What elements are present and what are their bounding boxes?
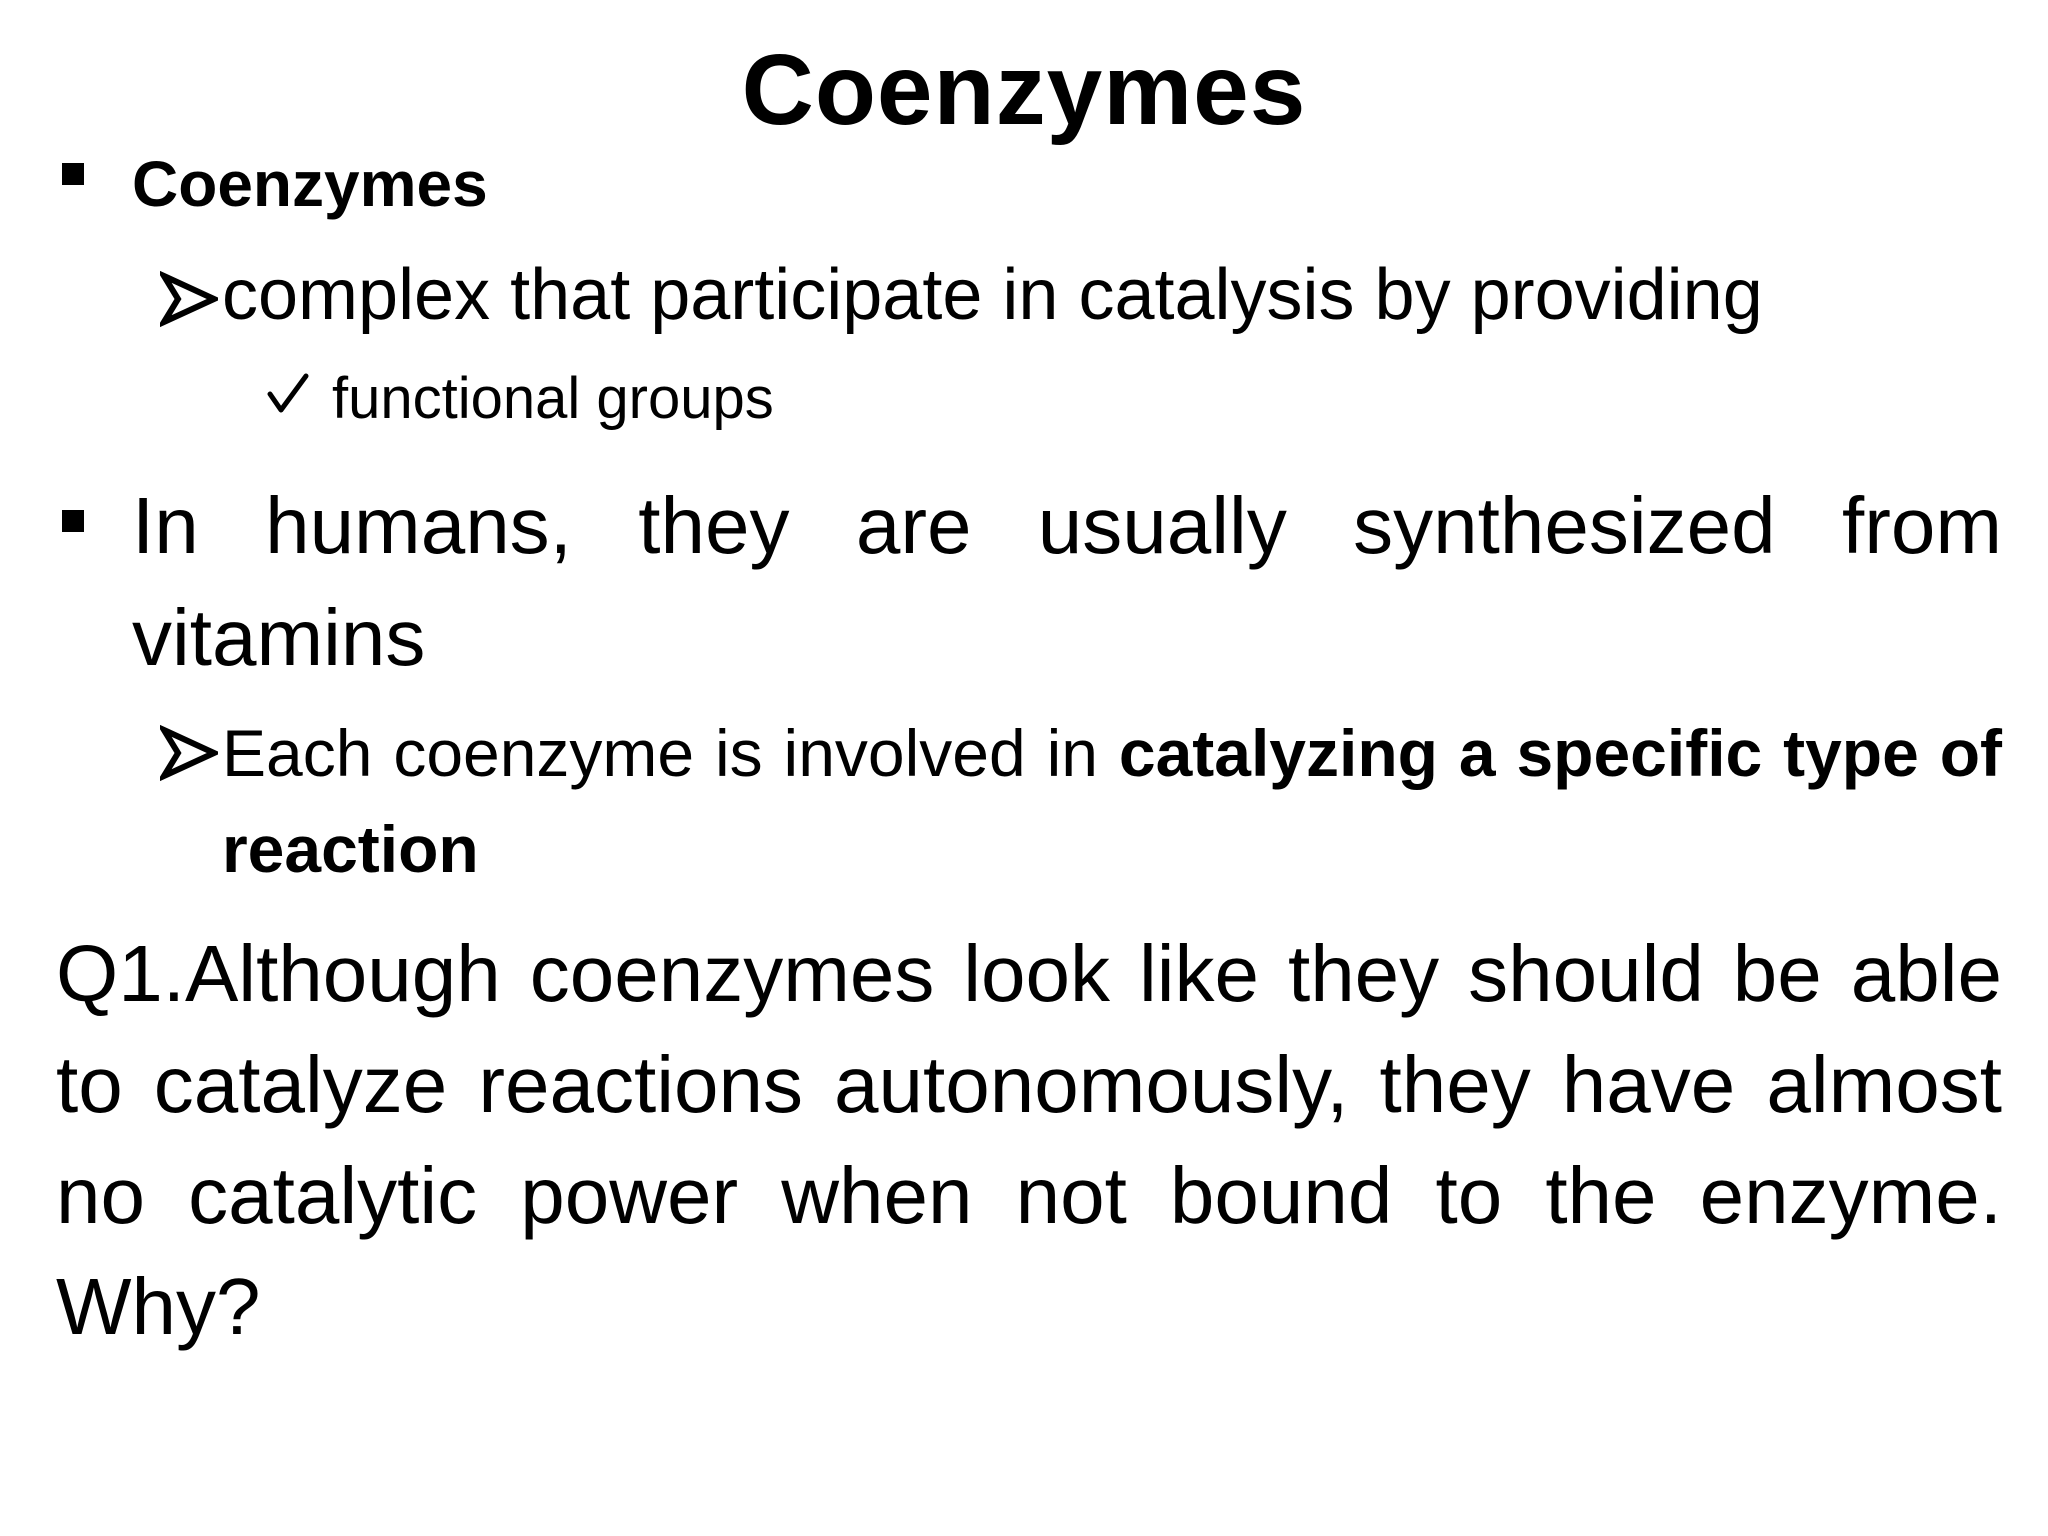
question-q1: Q1.Although coenzymes look like they should be able to catalyze reactions autonomously, they have almost no catalytic power when not bound to the enzyme. Why? [56, 929, 2002, 1351]
square-bullet-icon [62, 163, 84, 185]
square-bullet-icon [62, 510, 84, 532]
checkmark-bullet-icon [266, 372, 310, 416]
each-coenzyme-bold-text: catalyzing a specific type of reaction [222, 716, 2003, 886]
arrowhead-bullet-icon [160, 724, 218, 782]
each-coenzyme-plain-text: Each coenzyme is involved in [222, 716, 1119, 790]
bullet-coenzymes: Coenzymes [132, 148, 488, 220]
sub-sub-bullet-functional-groups: functional groups [332, 366, 774, 431]
sub-bullet-each-coenzyme [222, 705, 2002, 897]
bullet-humans-vitamins: In humans, they are usually synthesized from vitamins [132, 481, 2002, 682]
arrowhead-bullet-icon [160, 270, 218, 328]
sub-bullet-complex: complex that participate in catalysis by providing [222, 255, 1763, 335]
slide-title: Coenzymes [741, 34, 1307, 146]
